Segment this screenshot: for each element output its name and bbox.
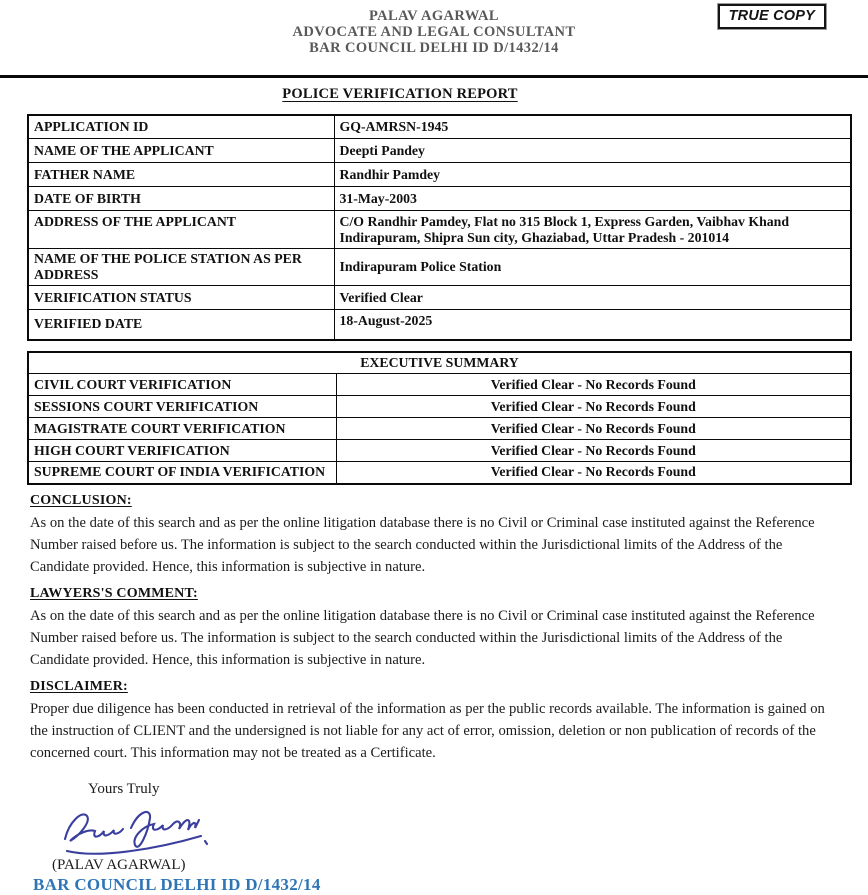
table-row <box>28 462 851 484</box>
disclaimer-section <box>30 679 842 764</box>
page-title: POLICE VERIFICATION REPORT <box>282 85 518 102</box>
table-row <box>28 211 851 249</box>
row-label: CIVIL COURT VERIFICATION <box>28 374 336 396</box>
table-row <box>28 249 851 286</box>
row-value: Verified Clear - No Records Found <box>336 374 851 396</box>
row-value: Verified Clear <box>334 286 851 310</box>
row-label: VERIFIED DATE <box>28 310 334 340</box>
lawyers-comment-text: As on the date of this search and as per the online litigation database there is no Civil or Criminal case instituted against the Reference Number raised before us. The information is subject to the search conducted within the Jurisdictional limits of the Address of the Candidate provided. Hence, this information is subjective in nature. <box>30 607 815 668</box>
table-row <box>28 115 851 139</box>
table-row <box>28 440 851 462</box>
row-label: VERIFICATION STATUS <box>28 286 334 310</box>
row-value: Deepti Pandey <box>334 139 851 163</box>
table-row <box>28 139 851 163</box>
row-label: DATE OF BIRTH <box>28 187 334 211</box>
row-value: GQ-AMRSN-1945 <box>334 115 851 139</box>
table-row <box>28 286 851 310</box>
row-label: FATHER NAME <box>28 163 334 187</box>
row-value: Verified Clear - No Records Found <box>336 440 851 462</box>
true-copy-stamp-label: TRUE COPY <box>728 8 815 24</box>
table-row <box>28 396 851 418</box>
title-row <box>0 85 868 103</box>
lawyers-comment-section <box>30 586 842 671</box>
table-row <box>28 418 851 440</box>
row-label: SESSIONS COURT VERIFICATION <box>28 396 336 418</box>
executive-summary-table <box>27 351 852 485</box>
signature-image <box>48 801 228 857</box>
horizontal-divider <box>0 75 868 78</box>
disclaimer-text: Proper due diligence has been conducted in retrieval of the information as per the public records available. The information is gained on the instruction of CLIENT and the undersigned is not liable for any act of error, omission, deletion or non publication of records of the concerned court. This information may not be treated as a Certificate. <box>30 700 825 761</box>
row-label: APPLICATION ID <box>28 115 334 139</box>
row-value: Verified Clear - No Records Found <box>336 418 851 440</box>
row-label: NAME OF THE APPLICANT <box>28 139 334 163</box>
advocate-role: ADVOCATE AND LEGAL CONSULTANT <box>292 24 576 40</box>
row-value: Indirapuram Police Station <box>334 249 851 286</box>
bar-council-id-header: BAR COUNCIL DELHI ID D/1432/14 <box>309 40 559 56</box>
closing-salutation: Yours Truly <box>88 780 160 797</box>
row-label: MAGISTRATE COURT VERIFICATION <box>28 418 336 440</box>
row-label: SUPREME COURT OF INDIA VERIFICATION <box>28 462 336 484</box>
table-row <box>28 187 851 211</box>
bar-council-id-footer: BAR COUNCIL DELHI ID D/1432/14 <box>33 874 321 894</box>
row-value: 18-August-2025 <box>334 310 851 340</box>
conclusion-heading: CONCLUSION: <box>30 492 132 508</box>
handwritten-signature-icon <box>48 801 228 857</box>
row-label: NAME OF THE POLICE STATION AS PER ADDRESS <box>28 249 334 286</box>
advocate-name: PALAV AGARWAL <box>369 8 499 24</box>
signatory-name: (PALAV AGARWAL) <box>52 856 186 873</box>
table-row <box>28 310 851 340</box>
applicant-details-table <box>27 114 852 341</box>
conclusion-text: As on the date of this search and as per the online litigation database there is no Civil or Criminal case instituted against the Reference Number raised before us. The information is subject to the search conducted within the Jurisdictional limits of the Address of the Candidate provided. Hence, this information is subjective in nature. <box>30 514 815 575</box>
row-value: Verified Clear - No Records Found <box>336 396 851 418</box>
lawyers-comment-heading: LAWYERS'S COMMENT: <box>30 585 198 601</box>
row-value: Randhir Pamdey <box>334 163 851 187</box>
conclusion-section <box>30 493 842 578</box>
true-copy-stamp <box>718 4 826 29</box>
executive-summary-title: EXECUTIVE SUMMARY <box>28 352 851 374</box>
row-value: C/O Randhir Pamdey, Flat no 315 Block 1, Express Garden, Vaibhav Khand Indirapuram, Shipra Sun city, Ghaziabad, Uttar Pradesh - 201014 <box>334 211 851 249</box>
table-row <box>28 374 851 396</box>
disclaimer-heading: DISCLAIMER: <box>30 678 128 694</box>
table-row <box>28 163 851 187</box>
table-header-row <box>28 352 851 374</box>
row-value: Verified Clear - No Records Found <box>336 462 851 484</box>
row-value: 31-May-2003 <box>334 187 851 211</box>
row-label: HIGH COURT VERIFICATION <box>28 440 336 462</box>
row-label: ADDRESS OF THE APPLICANT <box>28 211 334 249</box>
